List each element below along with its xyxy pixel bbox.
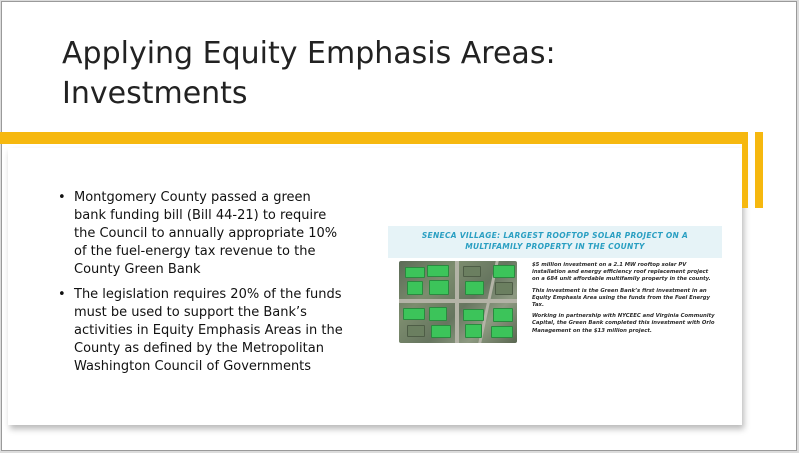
figure-title-line2: MULTIFAMILY PROPERTY IN THE COUNTY [465,242,645,251]
figure-paragraph: This investment is the Green Bank’s first investment in an Equity Emphasis Area using the funds from the Fuel Energy Tax. [532,287,710,309]
bullet-list [58,189,344,383]
figure-body [388,258,722,346]
accent-bar [0,132,748,144]
figure-description [532,262,716,339]
slide-title [62,34,622,114]
figure-paragraph: Working in partnership with NYCEEC and Virginia Community Capital, the Green Bank completed this investment with Orlo Management on the $13 million project. [532,313,715,334]
aerial-photo [399,261,517,343]
project-figure [388,226,722,346]
bullet-item: • The legislation requires 20% of the funds must be used to support the Bank’s activities in Equity Emphasis Areas in the County as defined by the Metropolitan Washington Council of Governments [58,286,344,376]
bullet-item: • Montgomery County passed a green bank funding bill (Bill 44-21) to require the Council to annually appropriate 10% of the fuel-energy tax revenue to the County Green Bank [58,189,344,279]
slide-title-line1: Applying Equity Emphasis Areas: [62,36,556,71]
figure-title-line1: SENECA VILLAGE: LARGEST ROOFTOP SOLAR PROJECT ON A [421,231,689,240]
slide-title-line2: Investments [62,76,248,111]
figure-title [388,230,722,252]
accent-bar-vertical-1 [742,132,748,208]
figure-paragraph: $5 million investment on a 2.1 MW rooftop solar PV installation and energy efficiency roof replacement project on a 684 unit affordable multifamily property in the county. [532,262,711,283]
accent-bar-vertical-2 [755,132,763,208]
